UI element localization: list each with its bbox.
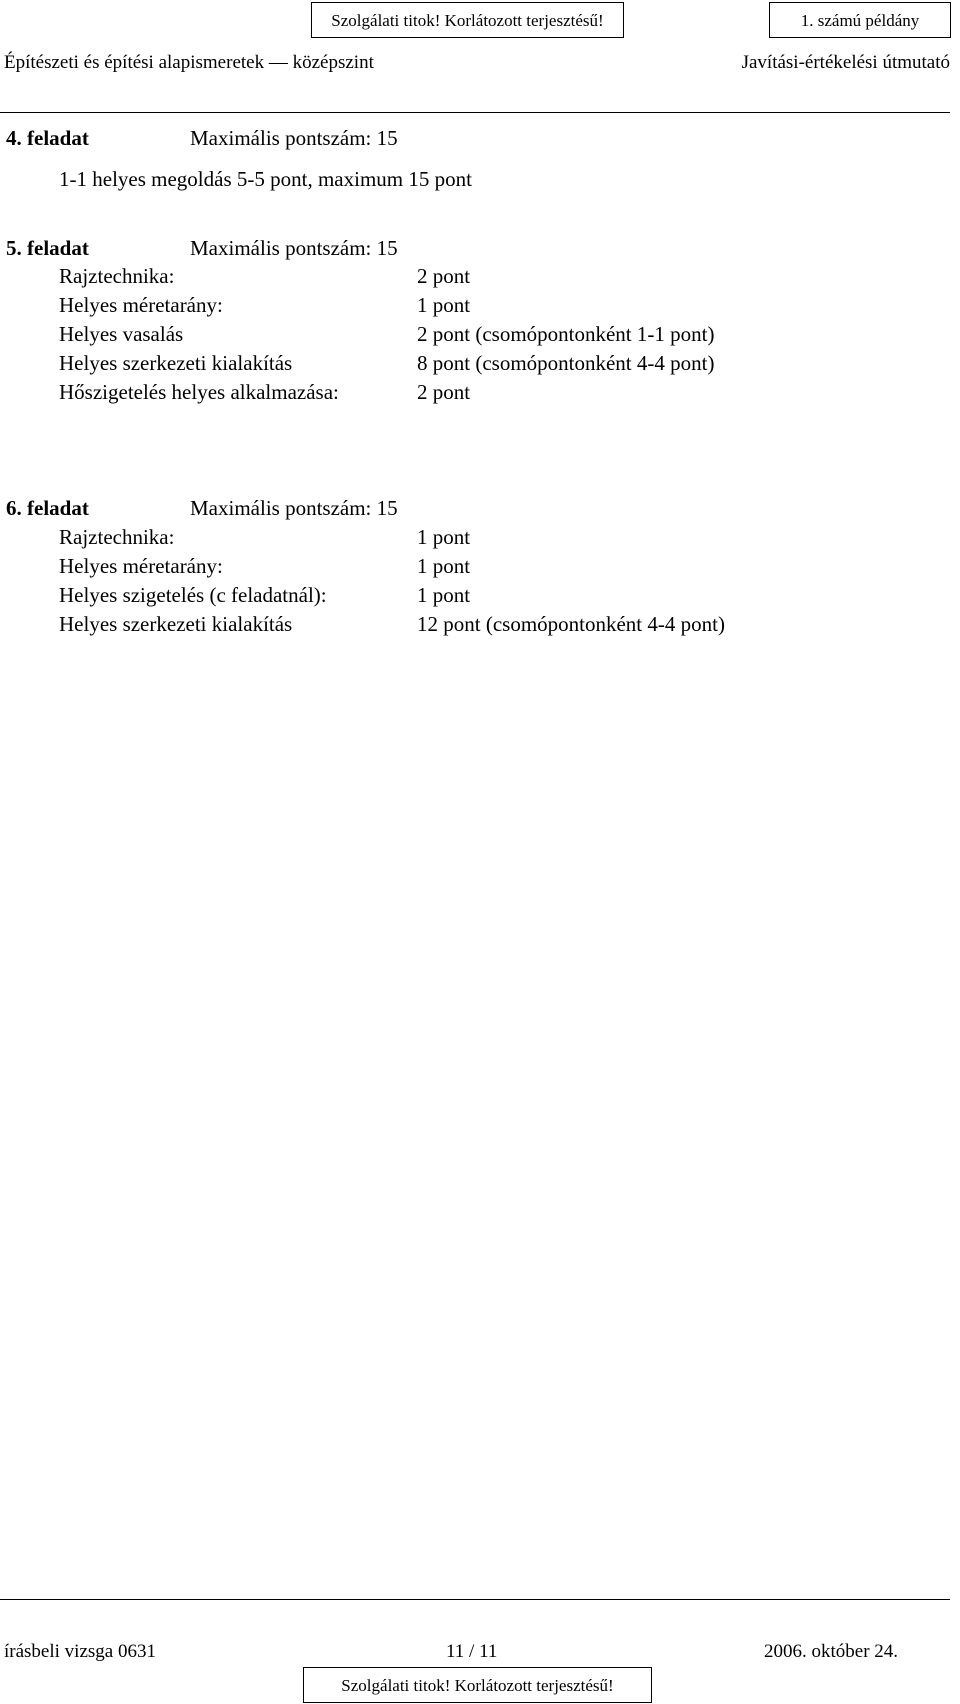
task-4-number: 4. feladat: [6, 126, 89, 150]
criterion-label: Hőszigetelés helyes alkalmazása:: [59, 380, 339, 404]
exam-date: 2006. október 24.: [764, 1641, 899, 1662]
page-number: 11 / 11: [446, 1641, 498, 1662]
criterion-points: 1 pont: [417, 525, 471, 549]
task-6-max-score: Maximális pontszám: 15: [190, 496, 398, 520]
copy-number-badge: 1. számú példány: [769, 2, 951, 38]
criterion-label: Helyes szigetelés (c feladatnál):: [59, 583, 327, 607]
task-5-max-score: Maximális pontszám: 15: [190, 236, 398, 260]
subject-title: Építészeti és építési alapismeretek — középszint: [4, 52, 374, 73]
task-5-number: 5. feladat: [6, 236, 89, 260]
criterion-label: Rajztechnika:: [59, 525, 175, 549]
criterion-points: 8 pont (csomópontonként 4-4 pont): [417, 351, 715, 375]
criterion-label: Rajztechnika:: [59, 264, 175, 288]
criterion-points: 1 pont: [417, 293, 471, 317]
exam-code: írásbeli vizsga 0631: [4, 1641, 156, 1662]
criterion-label: Helyes méretarány:: [59, 554, 223, 578]
criterion-points: 1 pont: [417, 583, 471, 607]
document-type: Javítási-értékelési útmutató: [741, 52, 950, 73]
task-4-heading: [6, 126, 398, 151]
confidential-header-badge: Szolgálati titok! Korlátozott terjesztésű!: [311, 2, 624, 38]
task-6-heading: [6, 496, 398, 521]
criterion-label: Helyes vasalás: [59, 322, 184, 346]
confidential-footer-badge: Szolgálati titok! Korlátozott terjesztésű!: [303, 1667, 652, 1703]
task-5-heading: [6, 236, 398, 261]
header-divider: [0, 112, 950, 113]
task-4-note: 1-1 helyes megoldás 5-5 pont, maximum 15 pont: [59, 167, 472, 191]
task-4-max-score: Maximális pontszám: 15: [190, 126, 398, 150]
task-6-number: 6. feladat: [6, 496, 89, 520]
criterion-label: Helyes szerkezeti kialakítás: [59, 351, 293, 375]
criterion-points: 12 pont (csomópontonként 4-4 pont): [417, 612, 725, 636]
footer-divider: [0, 1599, 950, 1600]
criterion-label: Helyes szerkezeti kialakítás: [59, 612, 293, 636]
criterion-points: 2 pont: [417, 264, 471, 288]
criterion-label: Helyes méretarány:: [59, 293, 223, 317]
criterion-points: 1 pont: [417, 554, 471, 578]
criterion-points: 2 pont (csomópontonként 1-1 pont): [417, 322, 715, 346]
criterion-points: 2 pont: [417, 380, 471, 404]
